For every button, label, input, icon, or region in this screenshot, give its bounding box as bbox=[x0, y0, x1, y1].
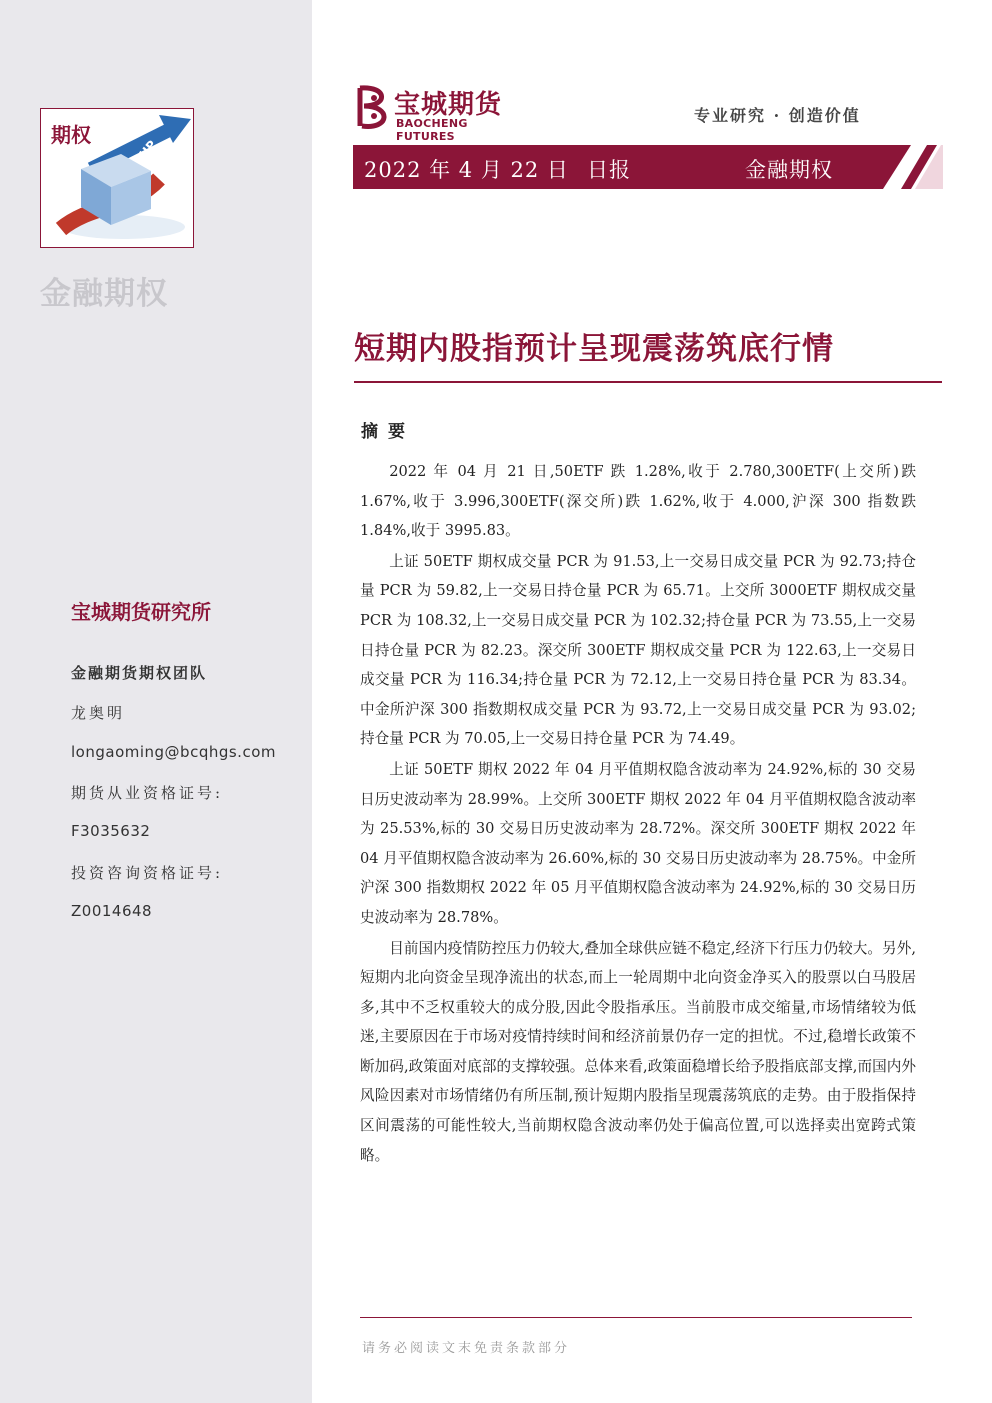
report-date: 2022 年 4 月 22 日 bbox=[364, 158, 569, 182]
license-label: 期货从业资格证号: bbox=[71, 784, 224, 802]
abstract-heading: 摘要 bbox=[361, 422, 415, 442]
analyst-email[interactable]: longaoming@bcqhgs.com bbox=[71, 743, 276, 761]
cover-arrow-label: UP bbox=[136, 137, 160, 161]
report-type: 日报 bbox=[587, 158, 631, 182]
paragraph-1: 2022 年 04 月 21 日,50ETF 跌 1.28%,收于 2.780,300ETF(上交所)跌 1.67%,收于 3.996,300ETF(深交所)跌 1.62%,收于 4.000,沪深 300 指数跌 1.84%,收于 3995.83。 bbox=[360, 463, 916, 540]
license-number: F3035632 bbox=[71, 822, 151, 840]
advisor-label: 投资咨询资格证号: bbox=[71, 864, 224, 882]
sidebar-title: 金融期权 bbox=[40, 276, 168, 312]
company-logo bbox=[354, 84, 524, 143]
team-name: 金融期货期权团队 bbox=[71, 664, 208, 682]
abstract-body bbox=[360, 457, 916, 1171]
disclaimer: 请务必阅读文末免责条款部分 bbox=[362, 1341, 571, 1356]
title-divider bbox=[354, 381, 942, 383]
slogan: 专业研究 · 创造价值 bbox=[694, 106, 861, 125]
report-category: 金融期权 bbox=[745, 158, 833, 182]
cover-tag: 期权 bbox=[51, 123, 91, 147]
paragraph-3: 上证 50ETF 期权 2022 年 04 月平值期权隐含波动率为 24.92%,标的 30 交易日历史波动率为 28.99%。上交所 300ETF 期权 2022 年 04 月平值期权隐含波动率为 25.53%,标的 30 交易日历史波动率为 28.72%。深交所 300ETF 期权 2022 年 04 月平值期权隐含波动率为 26.60%,标的 30 交易日历史波动率为 28.75%。中金所沪深 300 指数期权 2022 年 05 月平值期权隐含波动率为 24.92%,标的 30 交易日历史波动率为 28.78%。 bbox=[360, 760, 916, 926]
logo-chinese: 宝城期货 bbox=[394, 90, 503, 120]
logo-mark-icon bbox=[354, 84, 390, 130]
report-banner bbox=[353, 145, 943, 189]
institute-name: 宝城期货研究所 bbox=[71, 600, 211, 624]
cover-illustration bbox=[40, 108, 194, 248]
paragraph-2: 上证 50ETF 期权成交量 PCR 为 91.53,上一交易日成交量 PCR 为 92.73;持仓量 PCR 为 59.82,上一交易日持仓量 PCR 为 65.71。上交所 3000ETF 期权成交量 PCR 为 108.32,上一交易日成交量 PCR 为 102.32;持仓量 PCR 为 73.55,上一交易日持仓量 PCR 为 82.23。深交所 300ETF 期权成交量 PCR 为 122.63,上一交易日成交量 PCR 为 116.34;持仓量 PCR 为 72.12,上一交易日持仓量 PCR 为 83.34。中金所沪深 300 指数期权成交量 PCR 为 93.72,上一交易日成交量 PCR 为 93.02;持仓量 PCR 为 70.05,上一交易日持仓量 PCR 为 74.49。 bbox=[360, 552, 916, 748]
page-title: 短期内股指预计呈现震荡筑底行情 bbox=[354, 331, 834, 367]
footer-divider bbox=[360, 1317, 912, 1318]
logo-english: BAOCHENG FUTURES bbox=[396, 117, 468, 143]
analyst-name: 龙奥明 bbox=[71, 704, 126, 722]
sidebar bbox=[0, 0, 312, 1403]
paragraph-4: 目前国内疫情防控压力仍较大,叠加全球供应链不稳定,经济下行压力仍较大。另外,短期内北向资金呈现净流出的状态,而上一轮周期中北向资金净买入的股票以白马股居多,其中不乏权重较大的成分股,因此令股指承压。当前股市成交缩量,市场情绪较为低迷,主要原因在于市场对疫情持续时间和经济前景仍存一定的担忧。不过,稳增长政策不断加码,政策面对底部的支撑较强。总体来看,政策面稳增长给予股指底部支撑,而国内外风险因素对市场情绪仍有所压制,预计短期内股指呈现震荡筑底的走势。由于股指保持区间震荡的可能性较大,当前期权隐含波动率仍处于偏高位置,可以选择卖出宽跨式策略。 bbox=[360, 939, 916, 1164]
advisor-number: Z0014648 bbox=[71, 902, 153, 920]
